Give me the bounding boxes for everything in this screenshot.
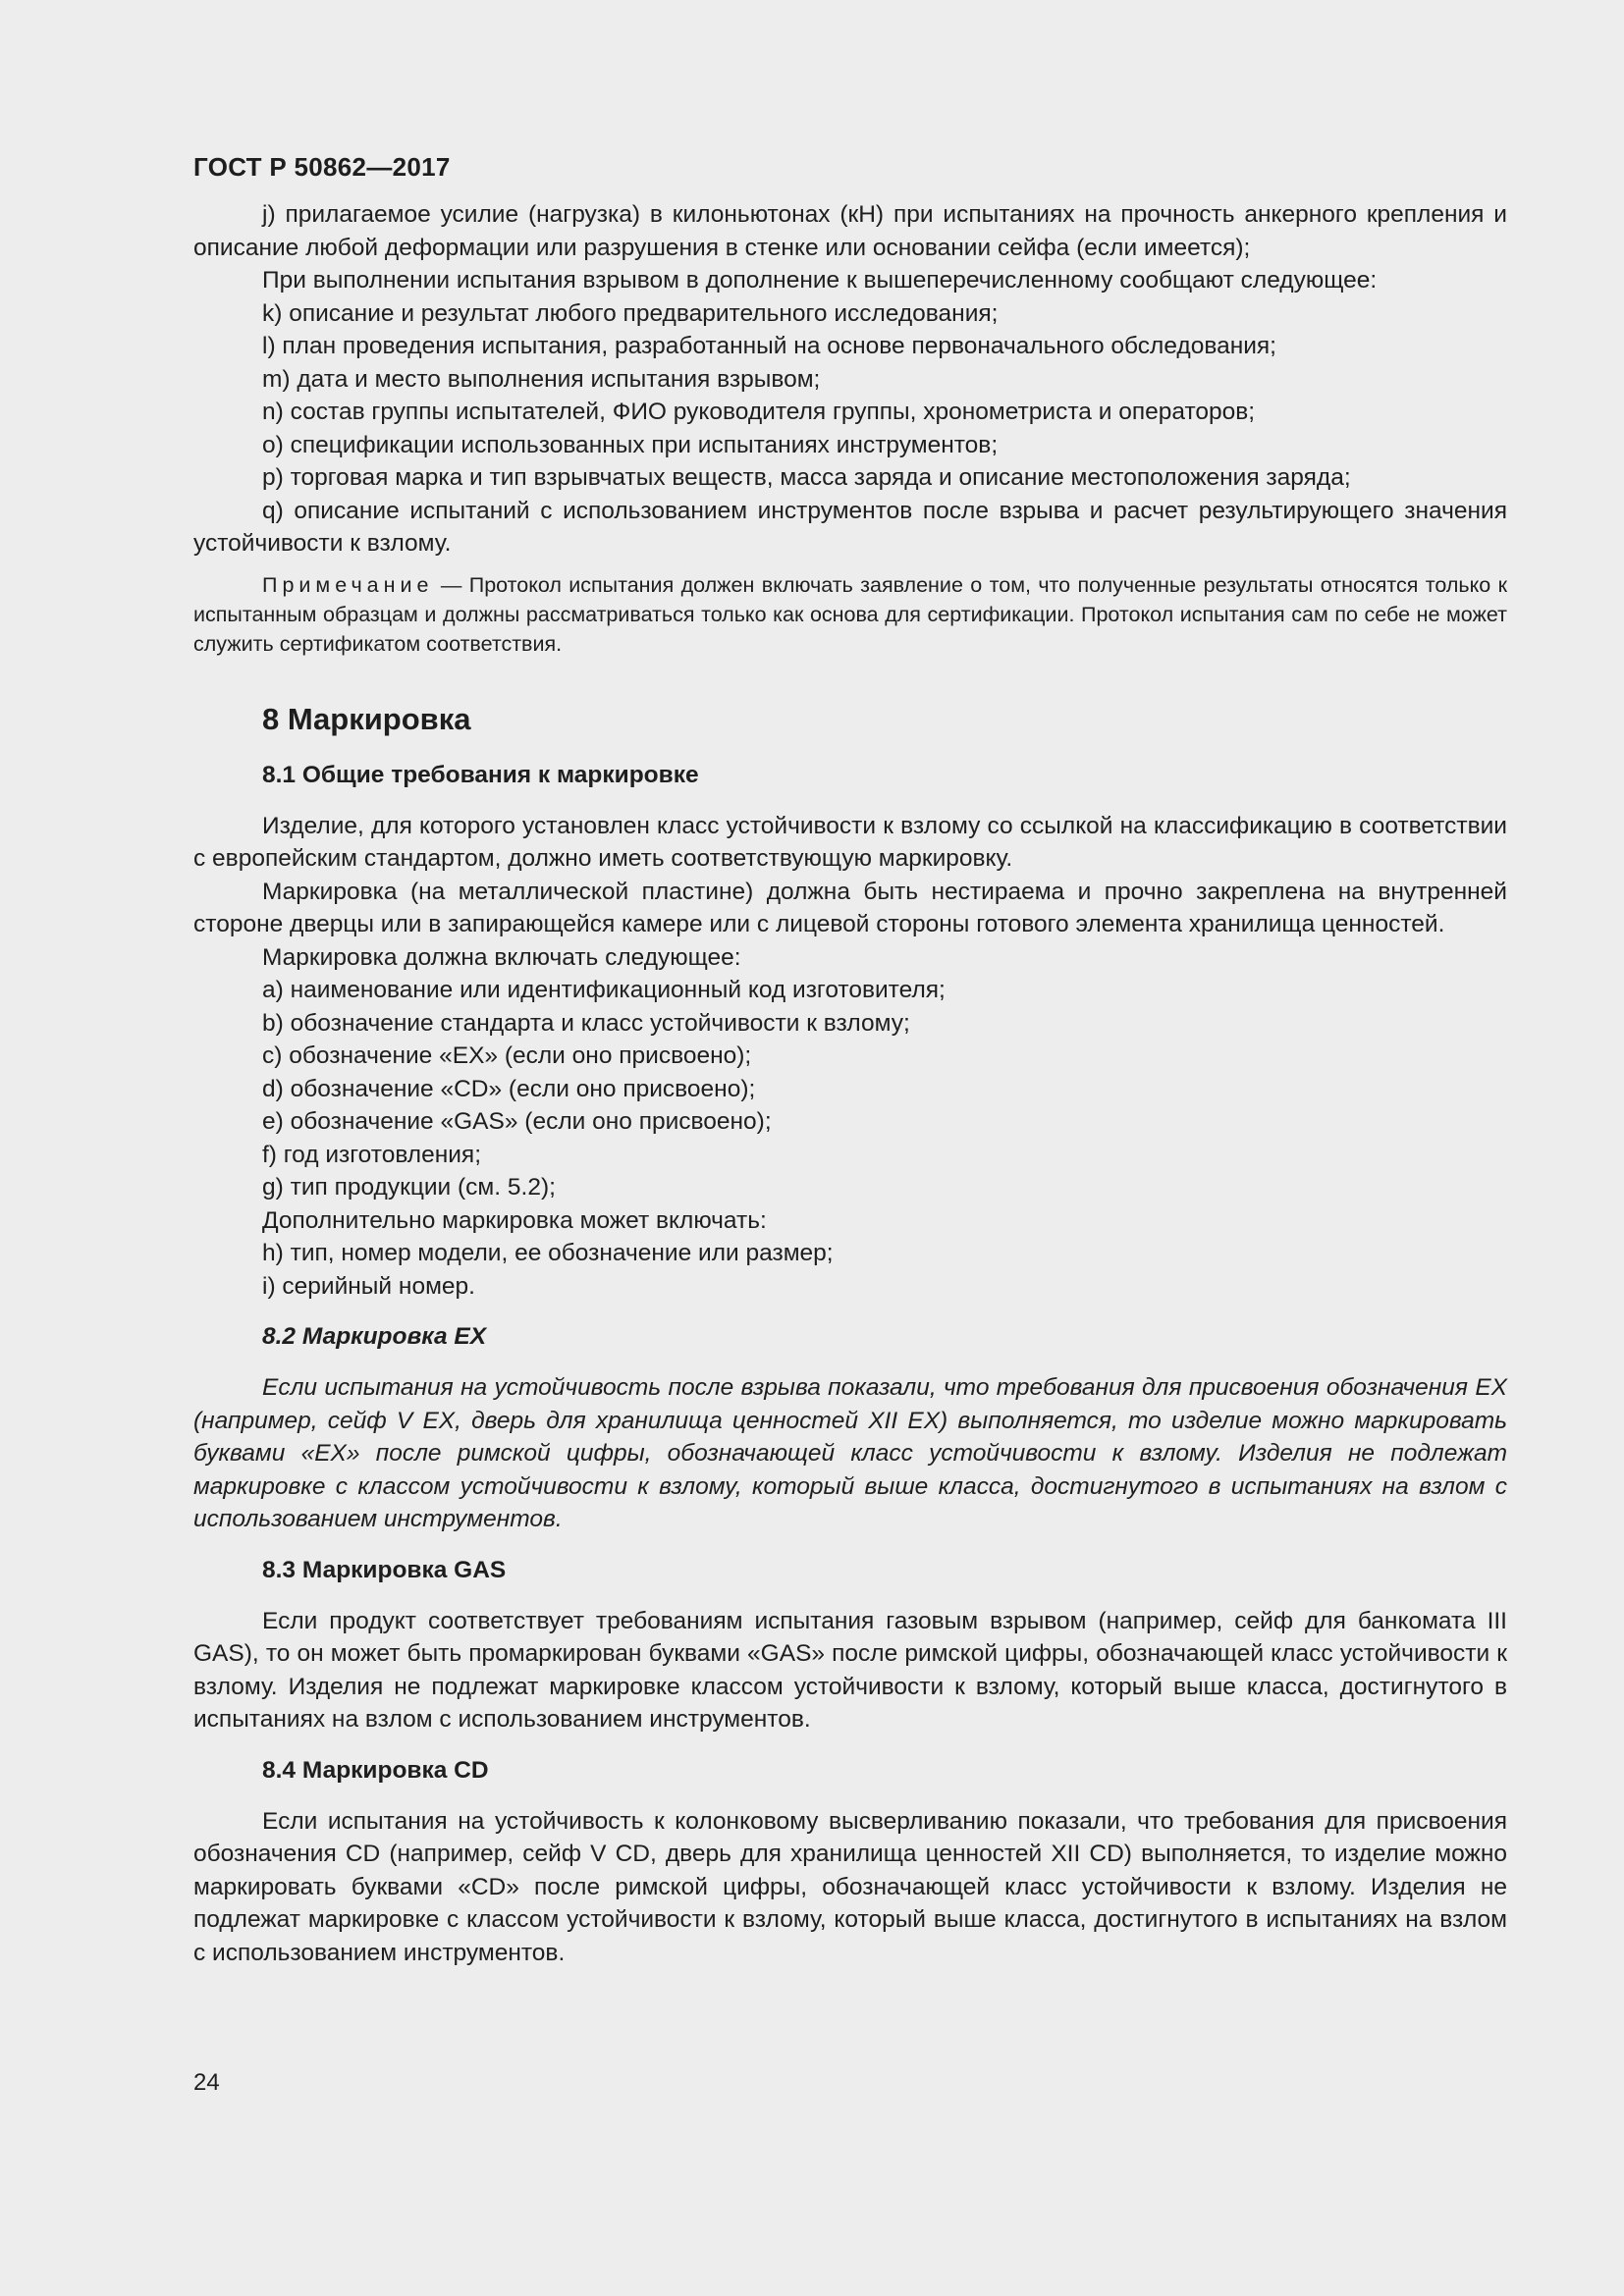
page-number: 24: [193, 2069, 220, 2096]
paragraph-explosion-intro: При выполнении испытания взрывом в дополнение к вышеперечисленному сообщают следующее:: [262, 267, 1378, 294]
subsection-title-8-4: 8.4 Маркировка CD: [262, 1756, 489, 1784]
list-item: n) состав группы испытателей, ФИО руководителя группы, хронометриста и операторов;: [262, 399, 1256, 425]
list-item: f) год изготовления;: [262, 1141, 482, 1168]
paragraph: Маркировка должна включать следующее:: [262, 943, 741, 971]
list-item: b) обозначение стандарта и класс устойчивости к взлому;: [262, 1009, 910, 1037]
paragraph-item-j: j) прилагаемое усилие (нагрузка) в килоньютонах (кН) при испытаниях на прочность анкерного крепления и описание любой деформации или разрушения в стенке или основании сейфа (если имеется);: [193, 201, 1507, 261]
subsection-title-8-2: 8.2 Маркировка EX: [262, 1323, 487, 1350]
list-item: e) обозначение «GAS» (если оно присвоено);: [262, 1108, 772, 1135]
note: [193, 570, 1507, 659]
list-item: a) наименование или идентификационный код изготовителя;: [262, 977, 946, 1003]
paragraph: Если продукт соответствует требованиям испытания газовым взрывом (например, сейф для банкомата III GAS), то он может быть промаркирован буквами «GAS» после римской цифры, обозначающей класс устойчивости к взлому. Изделия не подлежат маркировке классом устойчивости к взлому, который выше класса, достигнутого в испытаниях на взлом с использованием инструментов.: [193, 1607, 1507, 1733]
paragraph: Если испытания на устойчивость к колонковому высверливанию показали, что требования для присвоения обозначения CD (например, сейф V CD, дверь для хранилища ценностей XII CD) выполняется, то изделие можно маркировать буквами «CD» после римской цифры, обозначающей класс устойчивости к взлому. Изделия не подлежат маркировке с классом устойчивости к взлому, который выше класса, достигнутого в испытаниях на взлом с использованием инструментов.: [193, 1807, 1507, 1966]
paragraph: Дополнительно маркировка может включать:: [262, 1206, 767, 1234]
list-item: o) спецификации использованных при испытаниях инструментов;: [262, 431, 999, 458]
list-item: h) тип, номер модели, ее обозначение или размер;: [262, 1240, 834, 1266]
subsection-title-8-3: 8.3 Маркировка GAS: [262, 1556, 507, 1583]
subsection-title-8-1: 8.1 Общие требования к маркировке: [262, 761, 699, 788]
list-item: d) обозначение «CD» (если оно присвоено);: [262, 1075, 756, 1102]
list-item: g) тип продукции (см. 5.2);: [262, 1174, 556, 1201]
list-item: i) серийный номер.: [262, 1272, 475, 1300]
list-item: q) описание испытаний с использованием инструментов после взрыва и расчет результирующего значения устойчивости к взлому.: [193, 497, 1507, 557]
document-header: ГОСТ Р 50862—2017: [193, 152, 451, 182]
list-item: k) описание и результат любого предварительного исследования;: [262, 299, 999, 327]
list-item: p) торговая марка и тип взрывчатых веществ, масса заряда и описание местоположения заряда;: [262, 464, 1351, 491]
list-item: c) обозначение «EX» (если оно присвоено);: [262, 1042, 752, 1069]
list-item: l) план проведения испытания, разработанный на основе первоначального обследования;: [262, 333, 1276, 359]
paragraph: Если испытания на устойчивость после взрыва показали, что требования для присвоения обозначения EX (например, сейф V EX, дверь для хранилища ценностей XII EX) выполняется, то изделие можно маркировать буквами «EX» после римской цифры, обозначающей класс устойчивости к взлому. Изделия не подлежат маркировке с классом устойчивости к взлому, который выше класса, достигнутого в испытаниях на взлом с использованием инструментов.: [193, 1374, 1507, 1532]
section-title-8: 8 Маркировка: [262, 701, 471, 736]
page-content: [193, 147, 1507, 1969]
note-text: — Протокол испытания должен включать заявление о том, что полученные результаты относятся только к испытанным образцам и должны рассматриваться только как основа для сертификации. Протокол испытания сам по себе не может служить сертификатом соответствия.: [193, 572, 1507, 656]
paragraph: Изделие, для которого установлен класс устойчивости к взлому со ссылкой на классификацию в соответствии с европейским стандартом, должно иметь соответствующую маркировку.: [193, 812, 1507, 872]
note-label: Примечание: [262, 572, 434, 597]
list-item: m) дата и место выполнения испытания взрывом;: [262, 365, 821, 393]
paragraph: Маркировка (на металлической пластине) должна быть нестираема и прочно закреплена на внутренней стороне дверцы или в запирающейся камере или с лицевой стороны готового элемента хранилища ценностей.: [193, 878, 1507, 937]
